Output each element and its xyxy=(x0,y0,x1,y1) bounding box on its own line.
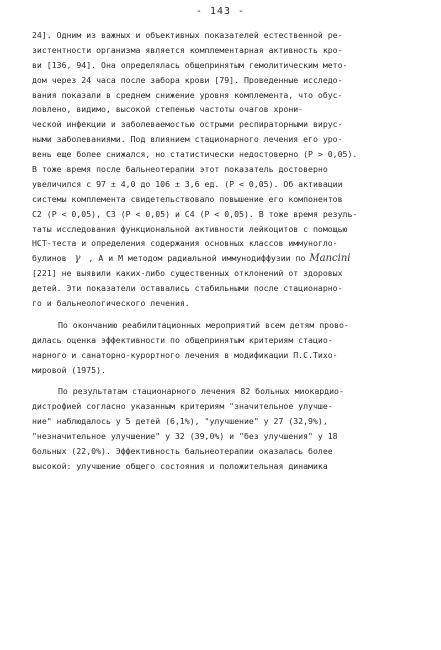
text-line-content: "незначительное улучшение" у 32 (39,0%) и "без улучшения" у 18 xyxy=(32,431,338,442)
text-line xyxy=(32,192,408,207)
text-line-content: дом через 24 часа после забора крови [79]. Проведенные исследо- xyxy=(32,74,343,85)
paragraph-gap xyxy=(32,377,408,384)
text-line xyxy=(32,251,408,266)
text-line xyxy=(32,58,408,73)
text-line-content: 24]. Одним из важных и объективных показателей естественной ре- xyxy=(32,30,343,40)
text-line xyxy=(32,207,408,222)
text-line xyxy=(32,459,408,474)
text-line xyxy=(32,147,408,162)
text-line xyxy=(32,384,408,399)
text-line-content: системы комплемента свидетельствовало повышение его компонентов xyxy=(32,193,343,204)
text-line-content: зистентности организма является комплементарная активность кро- xyxy=(32,44,343,55)
text-line-content: [221] не выявили каких-либо существенных отклонений от здоровых xyxy=(32,268,343,279)
text-line xyxy=(32,236,408,251)
text-line-content: дистрофией согласно указанным критериям "значительное улучше- xyxy=(32,401,333,412)
text-line-content: ловлено, видимо, высокой степенью частоты очагов хрони- xyxy=(32,104,304,115)
handwritten-gamma: γ xyxy=(74,253,81,265)
text-line xyxy=(32,88,408,103)
text-line xyxy=(32,429,408,444)
text-line-content: нарного и санаторно-курортного лечения в модификации П.С.Тихо- xyxy=(32,349,338,360)
text-line xyxy=(32,348,408,363)
text-line-content: По результатам стационарного лечения 82 больных миокардио- xyxy=(58,386,344,397)
text-line xyxy=(32,177,408,192)
text-line xyxy=(32,266,408,281)
text-line xyxy=(32,132,408,147)
text-line xyxy=(32,102,408,117)
body-text xyxy=(32,28,408,474)
text-line-content: По окончанию реабилитационных мероприятий всем детям прово- xyxy=(58,319,349,330)
text-line-content: вания показали в среднем снижение уровня комплемента, что обус- xyxy=(32,89,343,100)
text-line xyxy=(32,73,408,88)
text-line-content: ными заболеваниями. Под влиянием стационарного лечения его уро- xyxy=(32,134,343,145)
text-line-content: ние" наблюдалось у 5 детей (6,1%), "улучшение" у 27 (32,9%), xyxy=(32,416,328,427)
text-line-content: увеличился с 97 ± 4,0 до 106 ± 3,6 ед. (P < 0,05). Об активации xyxy=(32,178,343,189)
text-line xyxy=(32,222,408,237)
text-line-content: го и бальнеологического лечения. xyxy=(32,298,190,309)
text-line-content: высокой: улучшение общего состояния и положительная динамика xyxy=(32,460,328,471)
text-line xyxy=(32,43,408,58)
text-line-content: ви [136, 94]. Она определялась общепринятым гемолитическим мето- xyxy=(32,59,348,70)
text-line xyxy=(32,281,408,296)
paragraph-gap xyxy=(32,311,408,318)
text-line xyxy=(32,444,408,459)
text-line-content: мировой (1975). xyxy=(32,364,106,375)
text-line-content: таты исследования функциональной активности лейкоцитов с помощью xyxy=(32,223,348,234)
text-line-content: ческой инфекции и заболеваемостью острыми респираторными вирус- xyxy=(32,119,343,130)
text-line xyxy=(32,28,408,43)
text-line-content: больных (22,0%). Эффективность бальнеотерапии оказалась более xyxy=(32,446,333,457)
text-line xyxy=(32,399,408,414)
text-line-content: В тоже время после бальнеотерапии этот показатель достоверно xyxy=(32,164,328,175)
text-line-content: детей. Эти показатели оставались стабильными после стационарно- xyxy=(32,283,343,294)
text-line xyxy=(32,414,408,429)
text-line-content: НСТ-теста и определения содержания основных классов иммуноглo- xyxy=(32,238,338,249)
text-line-content: С2 (P < 0,05), С3 (P < 0,05) и С4 (P < 0,05). В тоже время резуль- xyxy=(32,208,358,219)
text-line xyxy=(32,318,408,333)
text-line xyxy=(32,363,408,378)
page-number: - 143 - xyxy=(195,6,246,17)
handwritten-mancini: Mancini xyxy=(309,253,351,265)
text-line-content: дилась оценка эффективности по общепринятым критериям стацио- xyxy=(32,334,333,345)
text-line xyxy=(32,162,408,177)
text-line-content: булинов xyxy=(32,253,67,264)
text-line-content: вень еще более снижался, но статистически недостоверно (P > 0,05). xyxy=(32,149,358,160)
text-line-suffix: , А и М методом радиальной иммунодиффузии по xyxy=(88,253,306,264)
text-line xyxy=(32,296,408,311)
text-line xyxy=(32,117,408,132)
text-line xyxy=(32,333,408,348)
